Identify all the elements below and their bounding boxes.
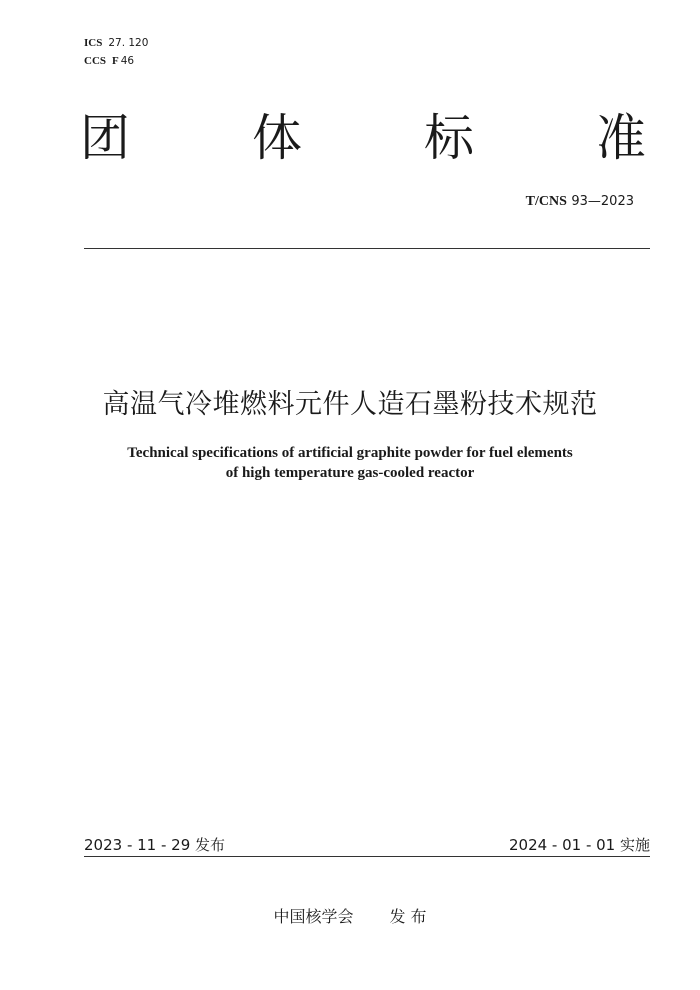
publish-date: 2023 - 11 - 29 发布: [84, 836, 226, 854]
standard-number-value: 93—2023: [571, 194, 634, 209]
ics-code: [84, 34, 148, 52]
title-english-line-2: of high temperature gas-cooled reactor: [225, 465, 475, 481]
issuer-name: 中国核学会: [273, 907, 354, 926]
ccs-code: [84, 52, 148, 70]
ics-label: ICS: [84, 37, 103, 49]
banner-char-1: 团: [80, 109, 130, 167]
bottom-divider: [84, 856, 650, 857]
implementation-date: 2024 - 01 - 01 实施: [508, 836, 650, 854]
issuer-action: 发 布: [389, 907, 427, 926]
title-english-line-1: Technical specifications of artificial graphite powder for fuel elements: [127, 445, 573, 461]
top-divider: [84, 248, 650, 249]
banner-char-4: 准: [596, 109, 646, 167]
title-english: [60, 443, 640, 483]
standard-number: [526, 193, 634, 210]
banner-char-3: 标: [424, 109, 474, 167]
classification-codes: [84, 34, 148, 70]
title-chinese: 高温气冷堆燃料元件人造石墨粉技术规范: [102, 389, 598, 420]
ccs-value-letter: F: [112, 55, 119, 67]
ccs-value: 46: [120, 55, 135, 67]
banner-char-2: 体: [252, 109, 302, 167]
standard-number-prefix: T/CNS: [525, 194, 567, 209]
ccs-label: CCS: [84, 55, 107, 67]
issuer: [0, 904, 700, 927]
ics-value: 27. 120: [108, 37, 149, 49]
standard-type-banner: [80, 108, 646, 168]
